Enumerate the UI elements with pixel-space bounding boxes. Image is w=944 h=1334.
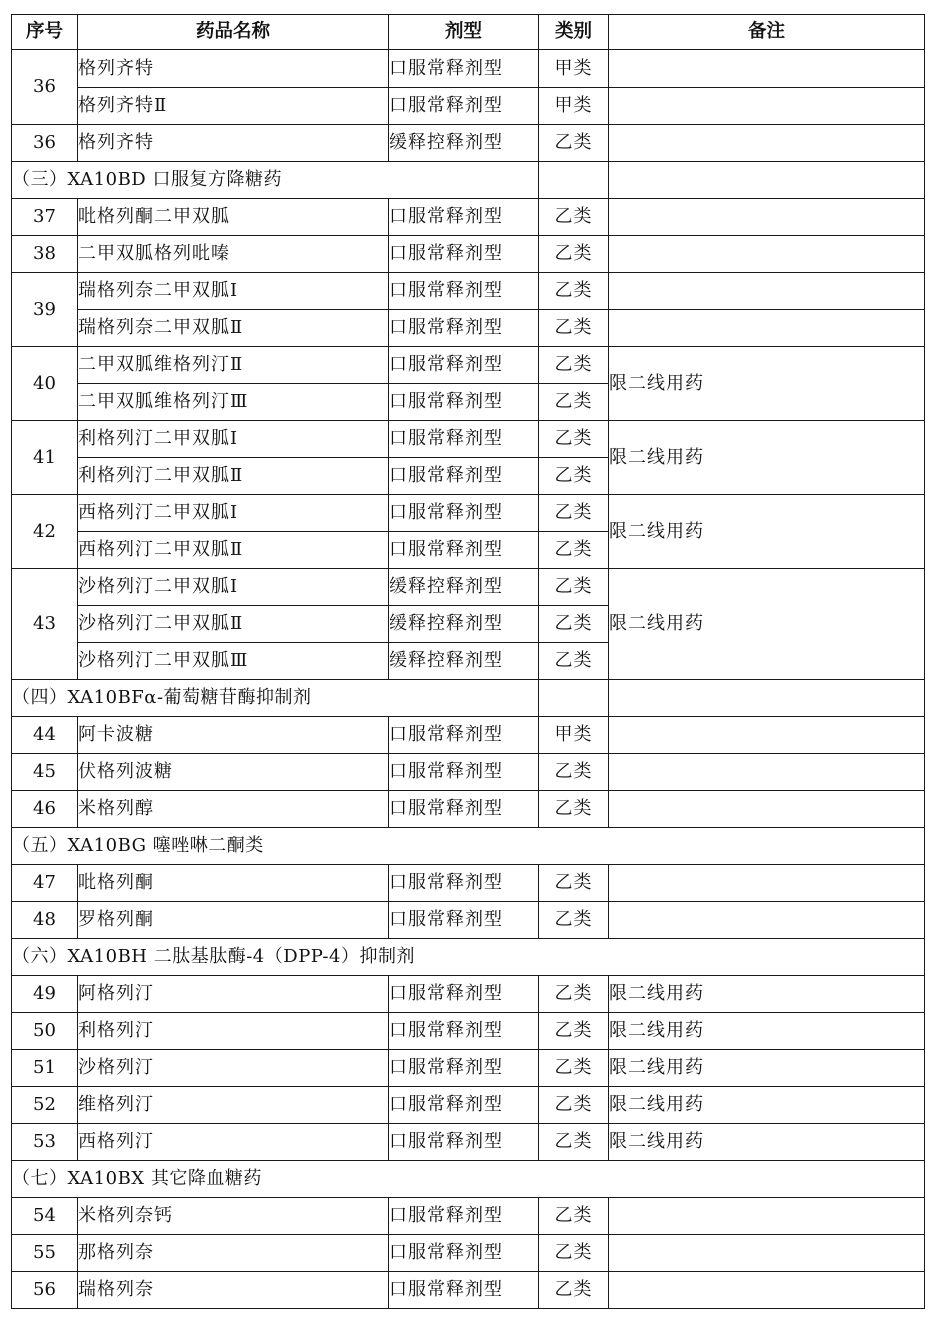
section-heading: （五）XA10BG 噻唑啉二酮类 [12, 828, 925, 865]
serial-number-cell: 41 [12, 421, 78, 495]
dosage-form-cell: 缓释控释剂型 [389, 569, 539, 606]
category-cell: 乙类 [539, 976, 609, 1013]
dosage-form-cell: 口服常释剂型 [389, 717, 539, 754]
category-cell: 乙类 [539, 1013, 609, 1050]
category-cell: 乙类 [539, 347, 609, 384]
drug-name-cell: 格列齐特 [78, 50, 389, 88]
remarks-cell [609, 310, 925, 347]
dosage-form-cell: 口服常释剂型 [389, 50, 539, 88]
serial-number-cell: 42 [12, 495, 78, 569]
dosage-form-cell: 口服常释剂型 [389, 865, 539, 902]
serial-number-cell: 40 [12, 347, 78, 421]
table-row [12, 902, 925, 939]
drug-name-cell: 罗格列酮 [78, 902, 389, 939]
remarks-cell [609, 236, 925, 273]
serial-number-cell: 45 [12, 754, 78, 791]
drug-name-cell: 米格列奈钙 [78, 1198, 389, 1235]
table-row [12, 421, 925, 458]
serial-number-cell: 56 [12, 1272, 78, 1309]
serial-number-cell: 53 [12, 1124, 78, 1161]
remarks-cell [609, 1198, 925, 1235]
drug-name-cell: 沙格列汀二甲双胍Ⅰ [78, 569, 389, 606]
drug-name-cell: 瑞格列奈 [78, 1272, 389, 1309]
table-row [12, 569, 925, 606]
remarks-cell: 限二线用药 [609, 421, 925, 495]
dosage-form-cell: 口服常释剂型 [389, 1050, 539, 1087]
remarks-cell: 限二线用药 [609, 1050, 925, 1087]
drug-name-cell: 沙格列汀二甲双胍Ⅲ [78, 643, 389, 680]
dosage-form-cell: 口服常释剂型 [389, 1087, 539, 1124]
header-dosage-form: 剂型 [389, 15, 539, 50]
table-row [12, 1087, 925, 1124]
remarks-cell [609, 754, 925, 791]
drug-name-cell: 利格列汀二甲双胍Ⅰ [78, 421, 389, 458]
section-row [12, 162, 925, 199]
table-row [12, 273, 925, 310]
drug-name-cell: 二甲双胍维格列汀Ⅱ [78, 347, 389, 384]
remarks-cell: 限二线用药 [609, 976, 925, 1013]
serial-number-cell: 47 [12, 865, 78, 902]
remarks-cell [609, 50, 925, 88]
category-cell: 乙类 [539, 1272, 609, 1309]
dosage-form-cell: 口服常释剂型 [389, 1272, 539, 1309]
drug-name-cell: 西格列汀二甲双胍Ⅰ [78, 495, 389, 532]
drug-name-cell: 维格列汀 [78, 1087, 389, 1124]
remarks-cell: 限二线用药 [609, 569, 925, 680]
drug-name-cell: 利格列汀 [78, 1013, 389, 1050]
category-cell: 乙类 [539, 532, 609, 569]
dosage-form-cell: 口服常释剂型 [389, 976, 539, 1013]
remarks-cell: 限二线用药 [609, 1013, 925, 1050]
dosage-form-cell: 口服常释剂型 [389, 1124, 539, 1161]
drug-name-cell: 二甲双胍维格列汀Ⅲ [78, 384, 389, 421]
serial-number-cell: 36 [12, 50, 78, 125]
category-cell: 甲类 [539, 50, 609, 88]
remarks-cell [609, 273, 925, 310]
drug-name-cell: 吡格列酮二甲双胍 [78, 199, 389, 236]
dosage-form-cell: 口服常释剂型 [389, 791, 539, 828]
dosage-form-cell: 缓释控释剂型 [389, 643, 539, 680]
table-row [12, 1272, 925, 1309]
category-cell: 乙类 [539, 458, 609, 495]
remarks-cell [609, 199, 925, 236]
serial-number-cell: 55 [12, 1235, 78, 1272]
drug-name-cell: 二甲双胍格列吡嗪 [78, 236, 389, 273]
serial-number-cell: 44 [12, 717, 78, 754]
serial-number-cell: 52 [12, 1087, 78, 1124]
dosage-form-cell: 口服常释剂型 [389, 1198, 539, 1235]
table-row [12, 310, 925, 347]
table-row [12, 125, 925, 162]
category-cell: 乙类 [539, 384, 609, 421]
dosage-form-cell: 口服常释剂型 [389, 199, 539, 236]
table-row [12, 50, 925, 88]
category-cell [539, 680, 609, 717]
table-row [12, 495, 925, 532]
remarks-cell [609, 680, 925, 717]
remarks-cell: 限二线用药 [609, 495, 925, 569]
table-row [12, 236, 925, 273]
category-cell: 乙类 [539, 606, 609, 643]
table-body [12, 50, 925, 1309]
dosage-form-cell: 口服常释剂型 [389, 384, 539, 421]
category-cell: 乙类 [539, 495, 609, 532]
dosage-form-cell: 口服常释剂型 [389, 458, 539, 495]
table-row [12, 199, 925, 236]
serial-number-cell: 50 [12, 1013, 78, 1050]
drug-name-cell: 那格列奈 [78, 1235, 389, 1272]
category-cell [539, 162, 609, 199]
dosage-form-cell: 口服常释剂型 [389, 1013, 539, 1050]
drug-name-cell: 格列齐特 [78, 125, 389, 162]
category-cell: 乙类 [539, 1050, 609, 1087]
dosage-form-cell: 口服常释剂型 [389, 754, 539, 791]
table-row [12, 1198, 925, 1235]
drug-name-cell: 西格列汀二甲双胍Ⅱ [78, 532, 389, 569]
dosage-form-cell: 口服常释剂型 [389, 236, 539, 273]
category-cell: 乙类 [539, 1198, 609, 1235]
drug-name-cell: 伏格列波糖 [78, 754, 389, 791]
drug-list-table [11, 14, 925, 1309]
category-cell: 乙类 [539, 1124, 609, 1161]
remarks-cell [609, 865, 925, 902]
remarks-cell [609, 88, 925, 125]
section-row [12, 680, 925, 717]
drug-name-cell: 格列齐特Ⅱ [78, 88, 389, 125]
category-cell: 乙类 [539, 902, 609, 939]
dosage-form-cell: 口服常释剂型 [389, 532, 539, 569]
table-row [12, 1050, 925, 1087]
section-heading: （四）XA10BFα-葡萄糖苷酶抑制剂 [12, 680, 539, 717]
drug-name-cell: 瑞格列奈二甲双胍Ⅱ [78, 310, 389, 347]
category-cell: 乙类 [539, 754, 609, 791]
remarks-cell: 限二线用药 [609, 1124, 925, 1161]
drug-name-cell: 阿格列汀 [78, 976, 389, 1013]
category-cell: 乙类 [539, 1235, 609, 1272]
dosage-form-cell: 口服常释剂型 [389, 495, 539, 532]
table-row [12, 1235, 925, 1272]
drug-name-cell: 沙格列汀二甲双胍Ⅱ [78, 606, 389, 643]
category-cell: 乙类 [539, 865, 609, 902]
drug-name-cell: 瑞格列奈二甲双胍Ⅰ [78, 273, 389, 310]
category-cell: 乙类 [539, 421, 609, 458]
dosage-form-cell: 缓释控释剂型 [389, 125, 539, 162]
dosage-form-cell: 口服常释剂型 [389, 347, 539, 384]
dosage-form-cell: 口服常释剂型 [389, 88, 539, 125]
section-row [12, 828, 925, 865]
dosage-form-cell: 缓释控释剂型 [389, 606, 539, 643]
section-heading: （六）XA10BH 二肽基肽酶-4（DPP-4）抑制剂 [12, 939, 925, 976]
category-cell: 乙类 [539, 125, 609, 162]
category-cell: 乙类 [539, 199, 609, 236]
table-row [12, 865, 925, 902]
dosage-form-cell: 口服常释剂型 [389, 273, 539, 310]
serial-number-cell: 38 [12, 236, 78, 273]
section-row [12, 1161, 925, 1198]
category-cell: 乙类 [539, 236, 609, 273]
drug-name-cell: 利格列汀二甲双胍Ⅱ [78, 458, 389, 495]
table-row [12, 717, 925, 754]
table-row [12, 88, 925, 125]
category-cell: 乙类 [539, 569, 609, 606]
drug-name-cell: 阿卡波糖 [78, 717, 389, 754]
remarks-cell [609, 717, 925, 754]
table-header-row [12, 15, 925, 50]
section-heading: （三）XA10BD 口服复方降糖药 [12, 162, 539, 199]
dosage-form-cell: 口服常释剂型 [389, 902, 539, 939]
category-cell: 乙类 [539, 791, 609, 828]
table-row [12, 754, 925, 791]
remarks-cell: 限二线用药 [609, 347, 925, 421]
serial-number-cell: 36 [12, 125, 78, 162]
table-row [12, 347, 925, 384]
category-cell: 乙类 [539, 273, 609, 310]
header-remarks: 备注 [609, 15, 925, 50]
drug-name-cell: 米格列醇 [78, 791, 389, 828]
category-cell: 乙类 [539, 643, 609, 680]
dosage-form-cell: 口服常释剂型 [389, 421, 539, 458]
remarks-cell [609, 125, 925, 162]
table-row [12, 976, 925, 1013]
remarks-cell [609, 1235, 925, 1272]
serial-number-cell: 49 [12, 976, 78, 1013]
header-category: 类别 [539, 15, 609, 50]
remarks-cell [609, 902, 925, 939]
serial-number-cell: 51 [12, 1050, 78, 1087]
serial-number-cell: 39 [12, 273, 78, 347]
table-row [12, 1124, 925, 1161]
drug-name-cell: 西格列汀 [78, 1124, 389, 1161]
dosage-form-cell: 口服常释剂型 [389, 1235, 539, 1272]
serial-number-cell: 43 [12, 569, 78, 680]
drug-name-cell: 吡格列酮 [78, 865, 389, 902]
header-drug-name: 药品名称 [78, 15, 389, 50]
table-row [12, 791, 925, 828]
section-heading: （七）XA10BX 其它降血糖药 [12, 1161, 925, 1198]
document-page [11, 14, 925, 1309]
serial-number-cell: 54 [12, 1198, 78, 1235]
remarks-cell [609, 791, 925, 828]
category-cell: 乙类 [539, 1087, 609, 1124]
section-row [12, 939, 925, 976]
serial-number-cell: 46 [12, 791, 78, 828]
dosage-form-cell: 口服常释剂型 [389, 310, 539, 347]
category-cell: 乙类 [539, 310, 609, 347]
table-row [12, 1013, 925, 1050]
header-serial-number: 序号 [12, 15, 78, 50]
serial-number-cell: 48 [12, 902, 78, 939]
category-cell: 甲类 [539, 88, 609, 125]
remarks-cell [609, 162, 925, 199]
category-cell: 甲类 [539, 717, 609, 754]
remarks-cell [609, 1272, 925, 1309]
remarks-cell: 限二线用药 [609, 1087, 925, 1124]
drug-name-cell: 沙格列汀 [78, 1050, 389, 1087]
serial-number-cell: 37 [12, 199, 78, 236]
